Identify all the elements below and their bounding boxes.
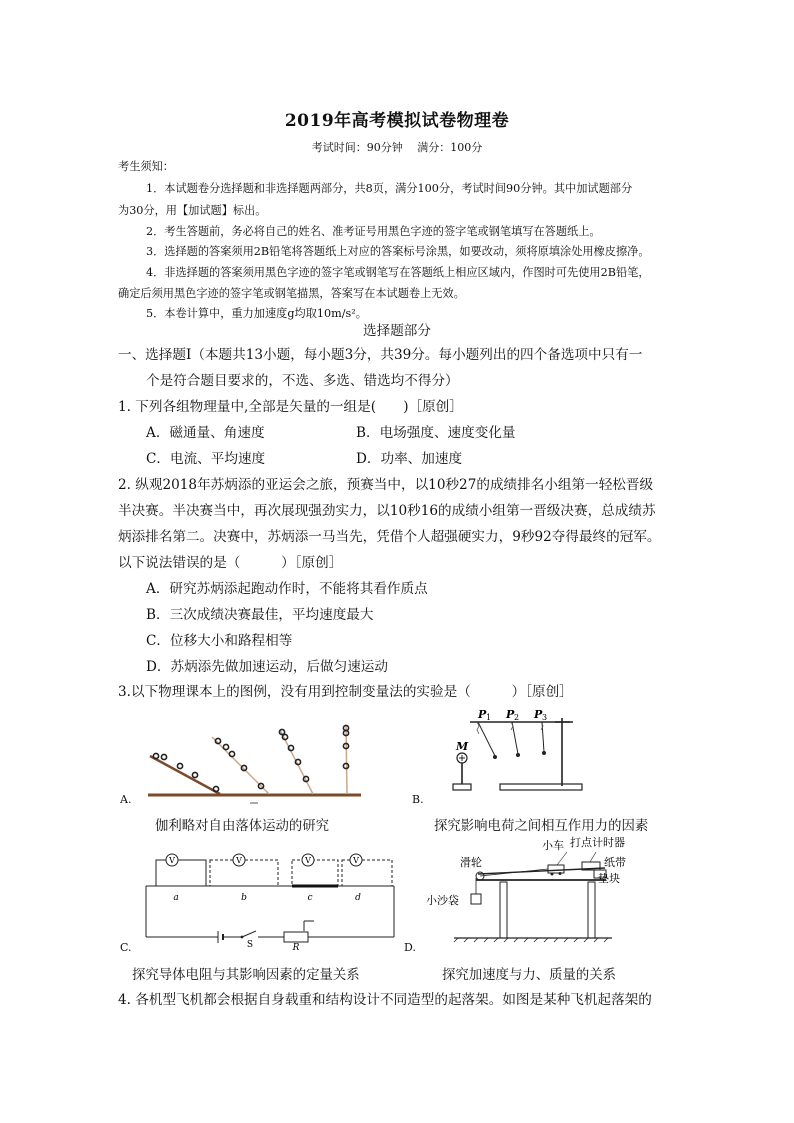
label-tape: 纸带 [604, 856, 626, 869]
segment-label-d: d [355, 893, 361, 903]
question-4-stem: 4. 各机型飞机都会根据自身载重和结构设计不同造型的起落架。如图是某种飞机起落架的 [118, 992, 652, 1008]
notice-line: 2．考生答题前，务必将自己的姓名、准考证号用黑色字迹的签字笔或钢笔填写在答题纸上。 [146, 225, 601, 238]
option-c: C．电流、平均速度 [146, 451, 266, 467]
option-b: B．电场强度、速度变化量 [356, 425, 516, 441]
option-c: C．位移大小和路程相等 [146, 633, 293, 649]
notice-line: 确定后须用黑色字迹的签字笔或钢笔描黑，答案写在本试题卷上无效。 [118, 287, 465, 300]
notice-line: 为30分，用【加试题】标出。 [118, 204, 267, 217]
option-a: A．磁通量、角速度 [146, 425, 265, 441]
exam-title: 2019年高考模拟试卷物理卷 [284, 111, 510, 131]
option-d: D．苏炳添先做加速运动，后做匀速运动 [146, 659, 388, 675]
label-timer: 打点计时器 [570, 836, 625, 849]
label-block: 垫块 [598, 872, 620, 885]
voltmeter-label: V [353, 856, 359, 865]
option-a: A．研究苏炳添起跑动作时，不能将其看作质点 [146, 581, 428, 597]
section-title: 选择题部分 [363, 323, 431, 339]
label-subscript: 1 [486, 713, 492, 722]
option-d-letter: D. [404, 941, 416, 954]
part-instruction: 个是符合题目要求的，不选、多选、错选均不得分） [146, 373, 459, 389]
option-a-letter: A. [120, 793, 132, 806]
figure-resistance-circuit [146, 855, 396, 953]
figure-charge-apparatus [440, 706, 590, 796]
label-m: M [456, 740, 469, 753]
notice-line: 4．非选择题的答案须用黑色字迹的签字笔或钢笔写在答题纸上相应区域内，作图时可先使用2B铅笔， [146, 266, 650, 279]
segment-label-c: c [307, 893, 313, 903]
question-stem: 炳添排名第二。决赛中，苏炳添一马当先，凭借个人超强硬实力，9秒92夺得最终的冠军。 [118, 529, 661, 545]
question-stem: 2. 纵观2018年苏炳添的亚运会之旅，预赛当中，以10秒27的成绩排名小组第一轻松晋级 [118, 477, 654, 493]
switch-label: S [246, 940, 254, 950]
figure-galileo-incline [146, 722, 368, 806]
label-subscript: 3 [542, 713, 548, 722]
label-sandbag: 小沙袋 [426, 894, 459, 907]
option-b-letter: B. [412, 793, 424, 806]
voltmeter-label: V [305, 856, 311, 865]
label-p: P [478, 708, 487, 721]
rheostat-label: R [292, 943, 300, 953]
option-c-letter: C. [120, 941, 132, 954]
exam-subtitle: 考试时间：90分钟 满分：100分 [311, 141, 483, 154]
caption-d: 探究加速度与力、质量的关系 [442, 968, 617, 983]
notice-line: 3．选择题的答案须用2B铅笔将答题纸上对应的答案标号涂黑，如要改动，须将原填涂处用橡皮擦净。 [146, 245, 650, 258]
label-pulley: 滑轮 [460, 856, 482, 869]
question-stem: 以下说法错误的是（ ）［原创］ [118, 555, 343, 571]
question-stem: 3.以下物理课本上的图例，没有用到控制变量法的实验是（ ）［原创］ [118, 684, 573, 700]
caption-b: 探究影响电荷之间相互作用力的因素 [434, 819, 649, 834]
notice-line: 5．本卷计算中，重力加速度g均取10m/s²。 [146, 307, 367, 320]
segment-label-b: b [241, 893, 247, 903]
label-cart: 小车 [542, 839, 564, 852]
option-b: B．三次成绩决赛最佳，平均速度最大 [146, 607, 374, 623]
question-stem: 1. 下列各组物理量中,全部是矢量的一组是( )［原创］ [118, 399, 463, 415]
voltmeter-label: V [169, 856, 175, 865]
notice-line: 1．本试题卷分选择题和非选择题两部分，共8页，满分100分，考试时间90分钟。其中加试题部分 [146, 182, 633, 195]
segment-label-a: a [173, 893, 179, 903]
notice-heading: 考生须知： [118, 160, 174, 173]
question-stem: 半决赛。半决赛当中，再次展现强劲实力，以10秒16的成绩小组第一晋级决赛，总成绩苏 [118, 503, 656, 519]
part-instruction: 一、选择题Ⅰ（本题共13小题，每小题3分，共39分。每小题列出的四个备选项中只有一 [118, 347, 643, 363]
label-p: P [534, 708, 543, 721]
label-subscript: 2 [514, 713, 520, 722]
label-p: P [506, 708, 515, 721]
voltmeter-label: V [236, 856, 242, 865]
figure-cart-table [420, 836, 626, 942]
caption-c: 探究导体电阻与其影响因素的定量关系 [132, 968, 360, 983]
caption-a: 伽利略对自由落体运动的研究 [155, 819, 330, 834]
option-d: D．功率、加速度 [356, 451, 463, 467]
